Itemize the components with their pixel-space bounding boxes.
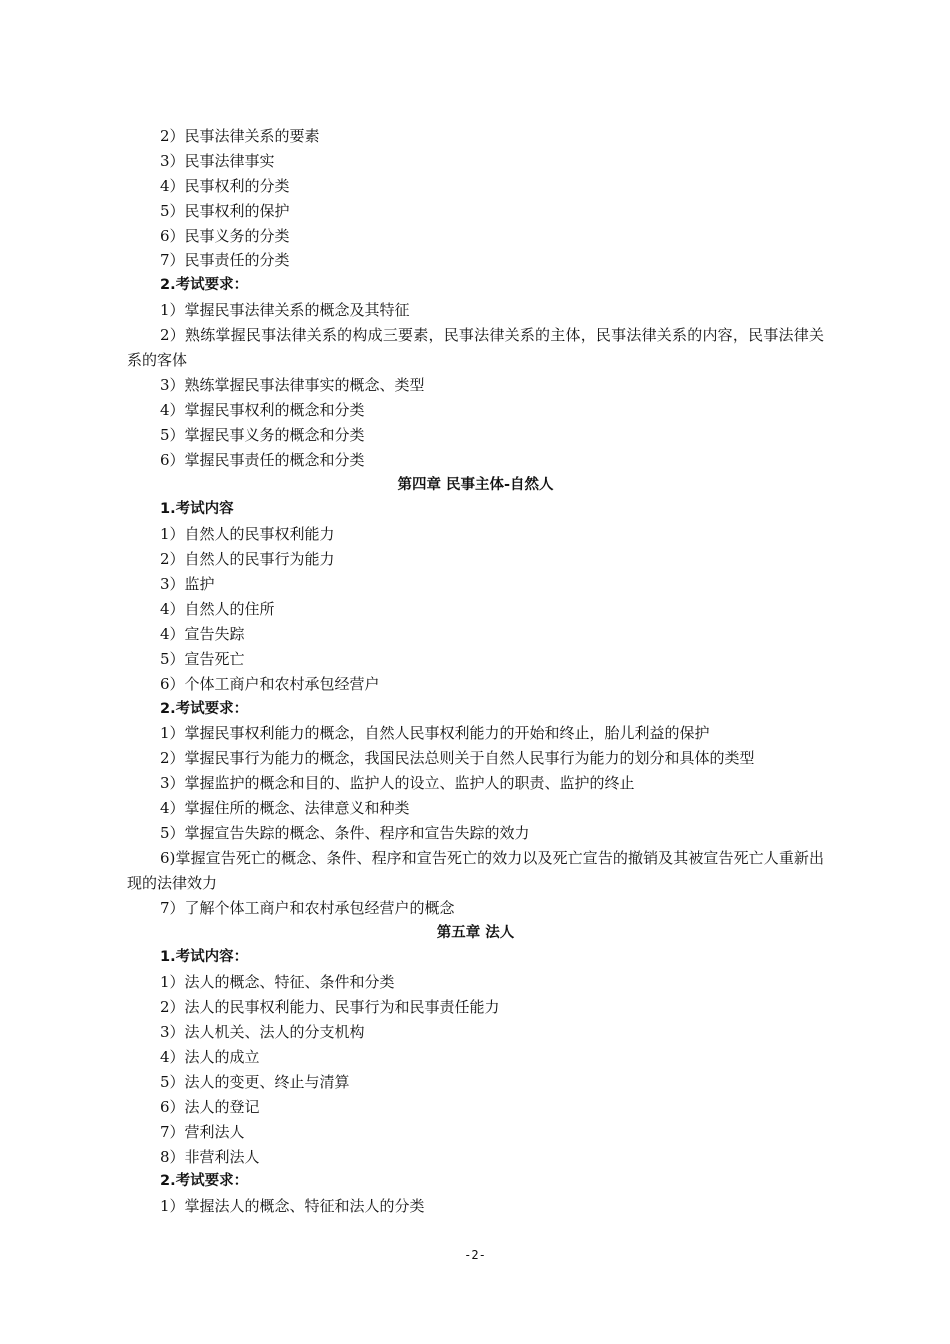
list-item: 1）法人的概念、特征、条件和分类: [160, 973, 395, 992]
section-subheading: 2.考试要求：: [160, 1173, 249, 1190]
list-item: 1）掌握法人的概念、特征和法人的分类: [160, 1197, 425, 1216]
list-item: 3）熟练掌握民事法律事实的概念、类型: [160, 375, 425, 394]
list-item: 2）熟练掌握民事法律关系的构成三要素，民事法律关系的主体，民事法律关系的内容，民事法律关系的客体: [127, 326, 824, 370]
list-item: 4）宣告失踪: [160, 624, 245, 643]
list-item: 5）法人的变更、终止与清算: [160, 1072, 350, 1091]
document-body: [127, 124, 824, 1219]
list-item: 4）掌握民事权利的概念和分类: [160, 400, 365, 419]
list-item: 3）监护: [160, 575, 215, 594]
section-subheading: 1.考试内容: [160, 501, 234, 518]
list-item: 6）法人的登记: [160, 1097, 260, 1116]
list-item: 6)掌握宣告死亡的概念、条件、程序和宣告死亡的效力以及死亡宣告的撤销及其被宣告死亡人重新出现的法律效力: [127, 848, 824, 892]
list-item: 6）民事义务的分类: [160, 226, 290, 245]
list-item: 4）自然人的住所: [160, 599, 275, 618]
list-item: 2）掌握民事行为能力的概念，我国民法总则关于自然人民事行为能力的划分和具体的类型: [160, 749, 755, 768]
list-item: 3）民事法律事实: [160, 151, 275, 170]
list-item: 5）掌握宣告失踪的概念、条件、程序和宣告失踪的效力: [160, 823, 530, 842]
list-item: 4）法人的成立: [160, 1048, 260, 1067]
list-item: 2）民事法律关系的要素: [160, 127, 320, 145]
chapter-heading: 第四章 民事主体-自然人: [397, 476, 554, 493]
section-subheading: 1.考试内容：: [160, 949, 249, 966]
list-item: 2）法人的民事权利能力、民事行为和民事责任能力: [160, 998, 500, 1017]
list-item: 8）非营利法人: [160, 1147, 260, 1166]
list-item: 1）掌握民事权利能力的概念，自然人民事权利能力的开始和终止，胎儿利益的保护: [160, 724, 710, 743]
list-item: 6）个体工商户和农村承包经营户: [160, 674, 380, 693]
list-item: 5）宣告死亡: [160, 649, 245, 668]
list-item: 4）掌握住所的概念、法律意义和种类: [160, 799, 410, 818]
list-item: 3）掌握监护的概念和目的、监护人的设立、监护人的职责、监护的终止: [160, 774, 635, 793]
list-item: 7）了解个体工商户和农村承包经营户的概念: [160, 898, 455, 917]
list-item: 1）掌握民事法律关系的概念及其特征: [160, 301, 410, 320]
list-item: 5）民事权利的保护: [160, 201, 290, 220]
list-item: 1）自然人的民事权利能力: [160, 525, 335, 544]
chapter-heading: 第五章 法人: [436, 924, 515, 941]
list-item: 5）掌握民事义务的概念和分类: [160, 425, 365, 444]
list-item: 7）民事责任的分类: [160, 251, 290, 270]
list-item: 6）掌握民事责任的概念和分类: [160, 450, 365, 469]
list-item: 7）营利法人: [160, 1122, 245, 1141]
list-item: 3）法人机关、法人的分支机构: [160, 1023, 365, 1042]
page-number: -2-: [464, 1248, 486, 1262]
list-item: 4）民事权利的分类: [160, 176, 290, 195]
section-subheading: 2.考试要求：: [160, 700, 249, 717]
section-subheading: 2.考试要求：: [160, 277, 249, 294]
list-item: 2）自然人的民事行为能力: [160, 550, 335, 569]
